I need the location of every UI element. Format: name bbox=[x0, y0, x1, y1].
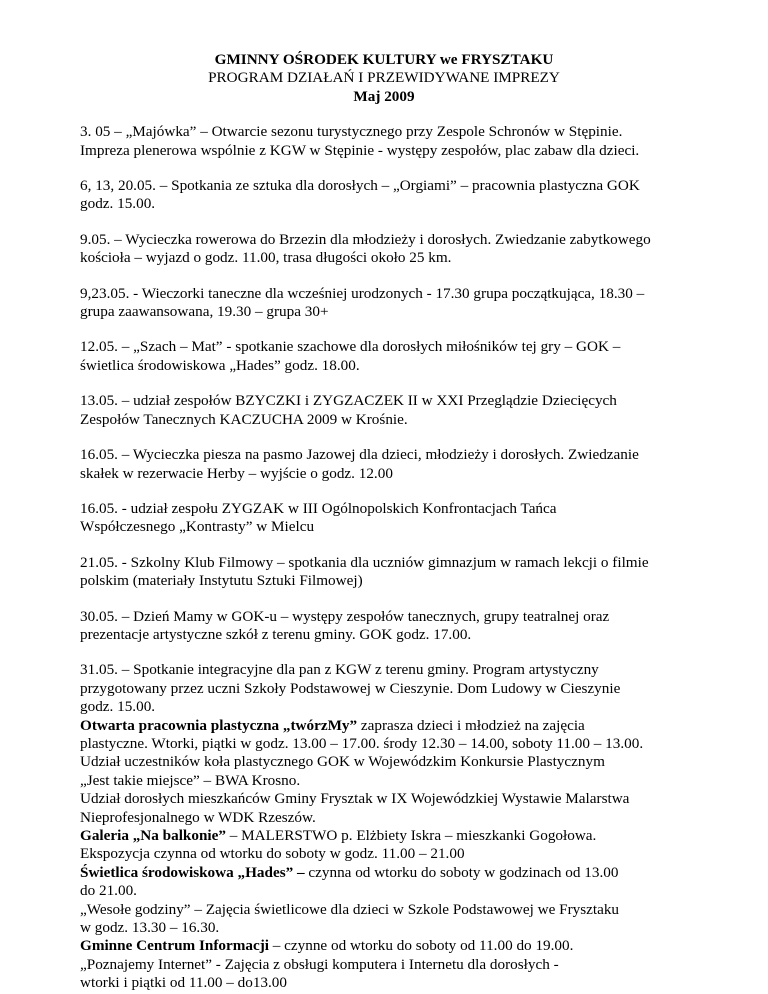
event-item bbox=[80, 231, 688, 268]
document-header bbox=[80, 51, 688, 106]
event-line: polskim (materiały Instytutu Sztuki Filmowej) bbox=[80, 572, 363, 590]
event-line: godz. 15.00. bbox=[80, 698, 156, 716]
workshop-line: plastyczne. Wtorki, piątki w godz. 13.00 – 17.00. środy 12.30 – 14.00, soboty 11.00 – 13.00. bbox=[80, 734, 644, 752]
events-list bbox=[80, 123, 688, 992]
event-item bbox=[80, 177, 688, 214]
event-line: Impreza plenerowa wspólnie z KGW w Stępinie - występy zespołów, plac zabaw dla dzieci. bbox=[80, 141, 640, 159]
event-item bbox=[80, 608, 688, 645]
event-item bbox=[80, 338, 688, 375]
club-line: „Wesołe godziny” – Zajęcia świetlicowe dla dzieci w Szkole Podstawowej we Frysztaku bbox=[80, 900, 620, 918]
event-line: 31.05. – Spotkanie integracyjne dla pan z KGW z terenu gminy. Program artystyczny bbox=[80, 661, 599, 679]
workshop-title: Otwarta pracownia plastyczna „twórzMy” bbox=[80, 716, 358, 734]
workshop-intro: zaprasza dzieci i młodzież na zajęcia bbox=[357, 716, 585, 734]
gallery-heading-line bbox=[80, 827, 688, 845]
event-line: 6, 13, 20.05. – Spotkania ze sztuka dla dorosłych – „Orgiami” – pracownia plastyczna GOK bbox=[80, 177, 640, 195]
event-line: 16.05. - udział zespołu ZYGZAK w III Ogólnopolskich Konfrontacjach Tańca bbox=[80, 499, 557, 517]
gallery-title: Galeria „Na balkonie” bbox=[80, 827, 226, 844]
event-item bbox=[80, 392, 688, 429]
workshop-line: „Jest takie miejsce” – BWA Krosno. bbox=[80, 771, 301, 789]
event-line: kościoła – wyjazd o godz. 11.00, trasa długości około 25 km. bbox=[80, 249, 452, 267]
event-line: 21.05. - Szkolny Klub Filmowy – spotkania dla uczniów gimnazjum w ramach lekcji o filmie bbox=[80, 553, 649, 571]
event-item bbox=[80, 500, 688, 537]
workshop-line: Udział uczestników koła plastycznego GOK w Wojewódzkim Konkursie Plastycznym bbox=[80, 753, 605, 771]
info-line: wtorki i piątki od 11.00 – do13.00 bbox=[80, 974, 287, 992]
workshop-line: Nieprofesjonalnego w WDK Rzeszów. bbox=[80, 808, 316, 826]
month-title: Maj 2009 bbox=[353, 87, 415, 105]
organization-title: GMINNY OŚRODEK KULTURY we FRYSZTAKU bbox=[214, 51, 554, 68]
info-title: Gminne Centrum Informacji bbox=[80, 937, 269, 955]
info-intro: – czynne od wtorku do soboty od 11.00 do 19.00. bbox=[268, 937, 574, 955]
club-heading-line bbox=[80, 864, 688, 882]
event-line: prezentacje artystyczne szkół z terenu gminy. GOK godz. 17.00. bbox=[80, 625, 472, 643]
event-line: skałek w rezerwacie Herby – wyjście o godz. 12.00 bbox=[80, 464, 393, 482]
event-line: świetlica środowiskowa „Hades” godz. 18.00. bbox=[80, 356, 360, 374]
event-line: 13.05. – udział zespołów BZYCZKI i ZYGZACZEK II w XXI Przeglądzie Dziecięcych bbox=[80, 392, 617, 410]
club-line: do 21.00. bbox=[80, 882, 137, 900]
event-line: 30.05. – Dzień Mamy w GOK-u – występy zespołów tanecznych, grupy teatralnej oraz bbox=[80, 607, 610, 625]
event-line: grupa zaawansowana, 19.30 – grupa 30+ bbox=[80, 303, 329, 321]
event-line: Współczesnego „Kontrasty” w Mielcu bbox=[80, 518, 315, 536]
club-intro: czynna od wtorku do soboty w godzinach od 13.00 bbox=[304, 863, 619, 881]
event-line: godz. 15.00. bbox=[80, 195, 156, 213]
gallery-intro: – MALERSTWO p. Elżbiety Iskra – mieszkanki Gogołowa. bbox=[225, 827, 597, 844]
club-line: w godz. 13.30 – 16.30. bbox=[80, 919, 220, 937]
workshop-heading-line bbox=[80, 717, 688, 735]
final-section bbox=[80, 661, 688, 992]
event-line: 9,23.05. - Wieczorki taneczne dla wcześniej urodzonych - 17.30 grupa początkująca, 18.30 – bbox=[80, 284, 645, 302]
event-item bbox=[80, 446, 688, 483]
event-item bbox=[80, 554, 688, 591]
gallery-line: Ekspozycja czynna od wtorku do soboty w godz. 11.00 – 21.00 bbox=[80, 845, 465, 863]
event-line: 16.05. – Wycieczka piesza na pasmo Jazowej dla dzieci, młodzieży i dorosłych. Zwiedzanie bbox=[80, 446, 639, 464]
event-item bbox=[80, 123, 688, 160]
event-line: przygotowany przez uczni Szkoły Podstawowej w Cieszynie. Dom Ludowy w Cieszynie bbox=[80, 679, 621, 697]
info-heading-line bbox=[80, 937, 688, 955]
event-line: 3. 05 – „Majówka” – Otwarcie sezonu turystycznego przy Zespole Schronów w Stępinie. bbox=[80, 123, 623, 141]
event-item bbox=[80, 285, 688, 322]
event-line: Zespołów Tanecznych KACZUCHA 2009 w Krośnie. bbox=[80, 410, 408, 428]
event-line: 9.05. – Wycieczka rowerowa do Brzezin dla młodzieży i dorosłych. Zwiedzanie zabytkowego bbox=[80, 230, 651, 248]
workshop-line: Udział dorosłych mieszkańców Gminy Frysztak w IX Wojewódzkiej Wystawie Malarstwa bbox=[80, 790, 630, 808]
info-line: „Poznajemy Internet” - Zajęcia z obsługi komputera i Internetu dla dorosłych - bbox=[80, 955, 559, 973]
club-title: Świetlica środowiskowa „Hades” – bbox=[80, 863, 305, 881]
program-title: PROGRAM DZIAŁAŃ I PRZEWIDYWANE IMPREZY bbox=[208, 69, 560, 87]
event-line: 12.05. – „Szach – Mat” - spotkanie szachowe dla dorosłych miłośników tej gry – GOK – bbox=[80, 338, 621, 356]
